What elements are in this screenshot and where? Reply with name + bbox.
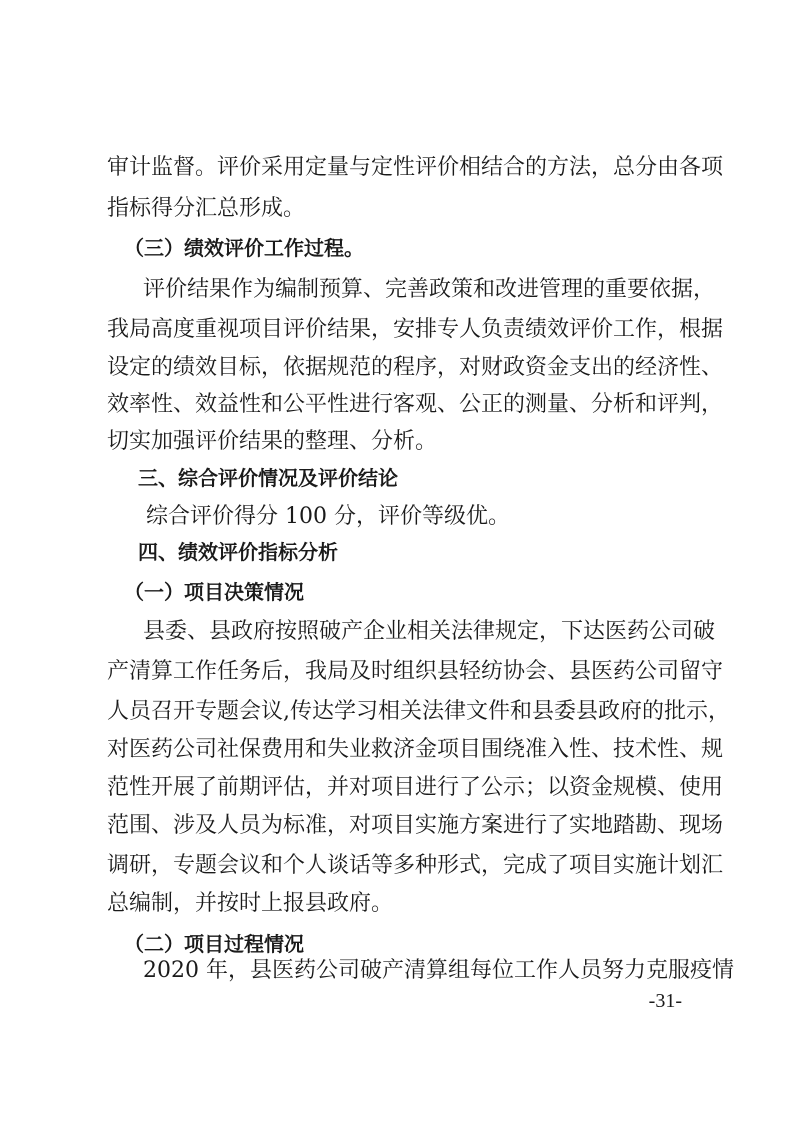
body-text-line: 切实加强评价结果的整理、分析。 — [107, 429, 438, 454]
body-text-line: 审计监督。评价采用定量与定性评价相结合的方法，总分由各项 — [107, 155, 724, 180]
body-text-line: 范性开展了前期评估，并对项目进行了公示；以资金规模、使用 — [107, 775, 724, 800]
section-heading: 四、绩效评价指标分析 — [138, 540, 338, 564]
body-text-line: 县委、县政府按照破产企业相关法律规定，下达医药公司破 — [143, 619, 716, 644]
body-text-line: 指标得分汇总形成。 — [107, 196, 306, 221]
subsection-heading: （二）项目过程情况 — [124, 932, 304, 956]
body-text-line: 综合评价得分 100 分，评价等级优。 — [146, 504, 510, 529]
body-text-line: 产清算工作任务后，我局及时组织县轻纺协会、县医药公司留守 — [107, 659, 724, 684]
body-text-line: 设定的绩效目标，依据规范的程序，对财政资金支出的经济性、 — [107, 355, 724, 380]
body-text-line: 总编制，并按时上报县政府。 — [107, 891, 394, 916]
body-text-line: 范围、涉及人员为标准，对项目实施方案进行了实地踏勘、现场 — [107, 813, 724, 838]
body-text-line: 我局高度重视项目评价结果，安排专人负责绩效评价工作，根据 — [107, 317, 724, 342]
subsection-heading: （三）绩效评价工作过程。 — [124, 236, 364, 260]
body-text-line: 2020 年，县医药公司破产清算组每位工作人员努力克服疫情 — [143, 958, 734, 983]
section-heading: 三、综合评价情况及评价结论 — [138, 466, 398, 490]
body-text-line: 人员召开专题会议,传达学习相关法律文件和县委县政府的批示， — [107, 699, 730, 724]
subsection-heading: （一）项目决策情况 — [124, 580, 304, 604]
body-text-line: 调研，专题会议和个人谈话等多种形式，完成了项目实施计划汇 — [107, 853, 724, 878]
body-text-line: 评价结果作为编制预算、完善政策和改进管理的重要依据， — [143, 277, 716, 302]
page-number: -31- — [648, 990, 682, 1012]
body-text-line: 对医药公司社保费用和失业救济金项目围绕准入性、技术性、规 — [107, 737, 724, 762]
body-text-line: 效率性、效益性和公平性进行客观、公正的测量、分析和评判， — [107, 392, 724, 417]
